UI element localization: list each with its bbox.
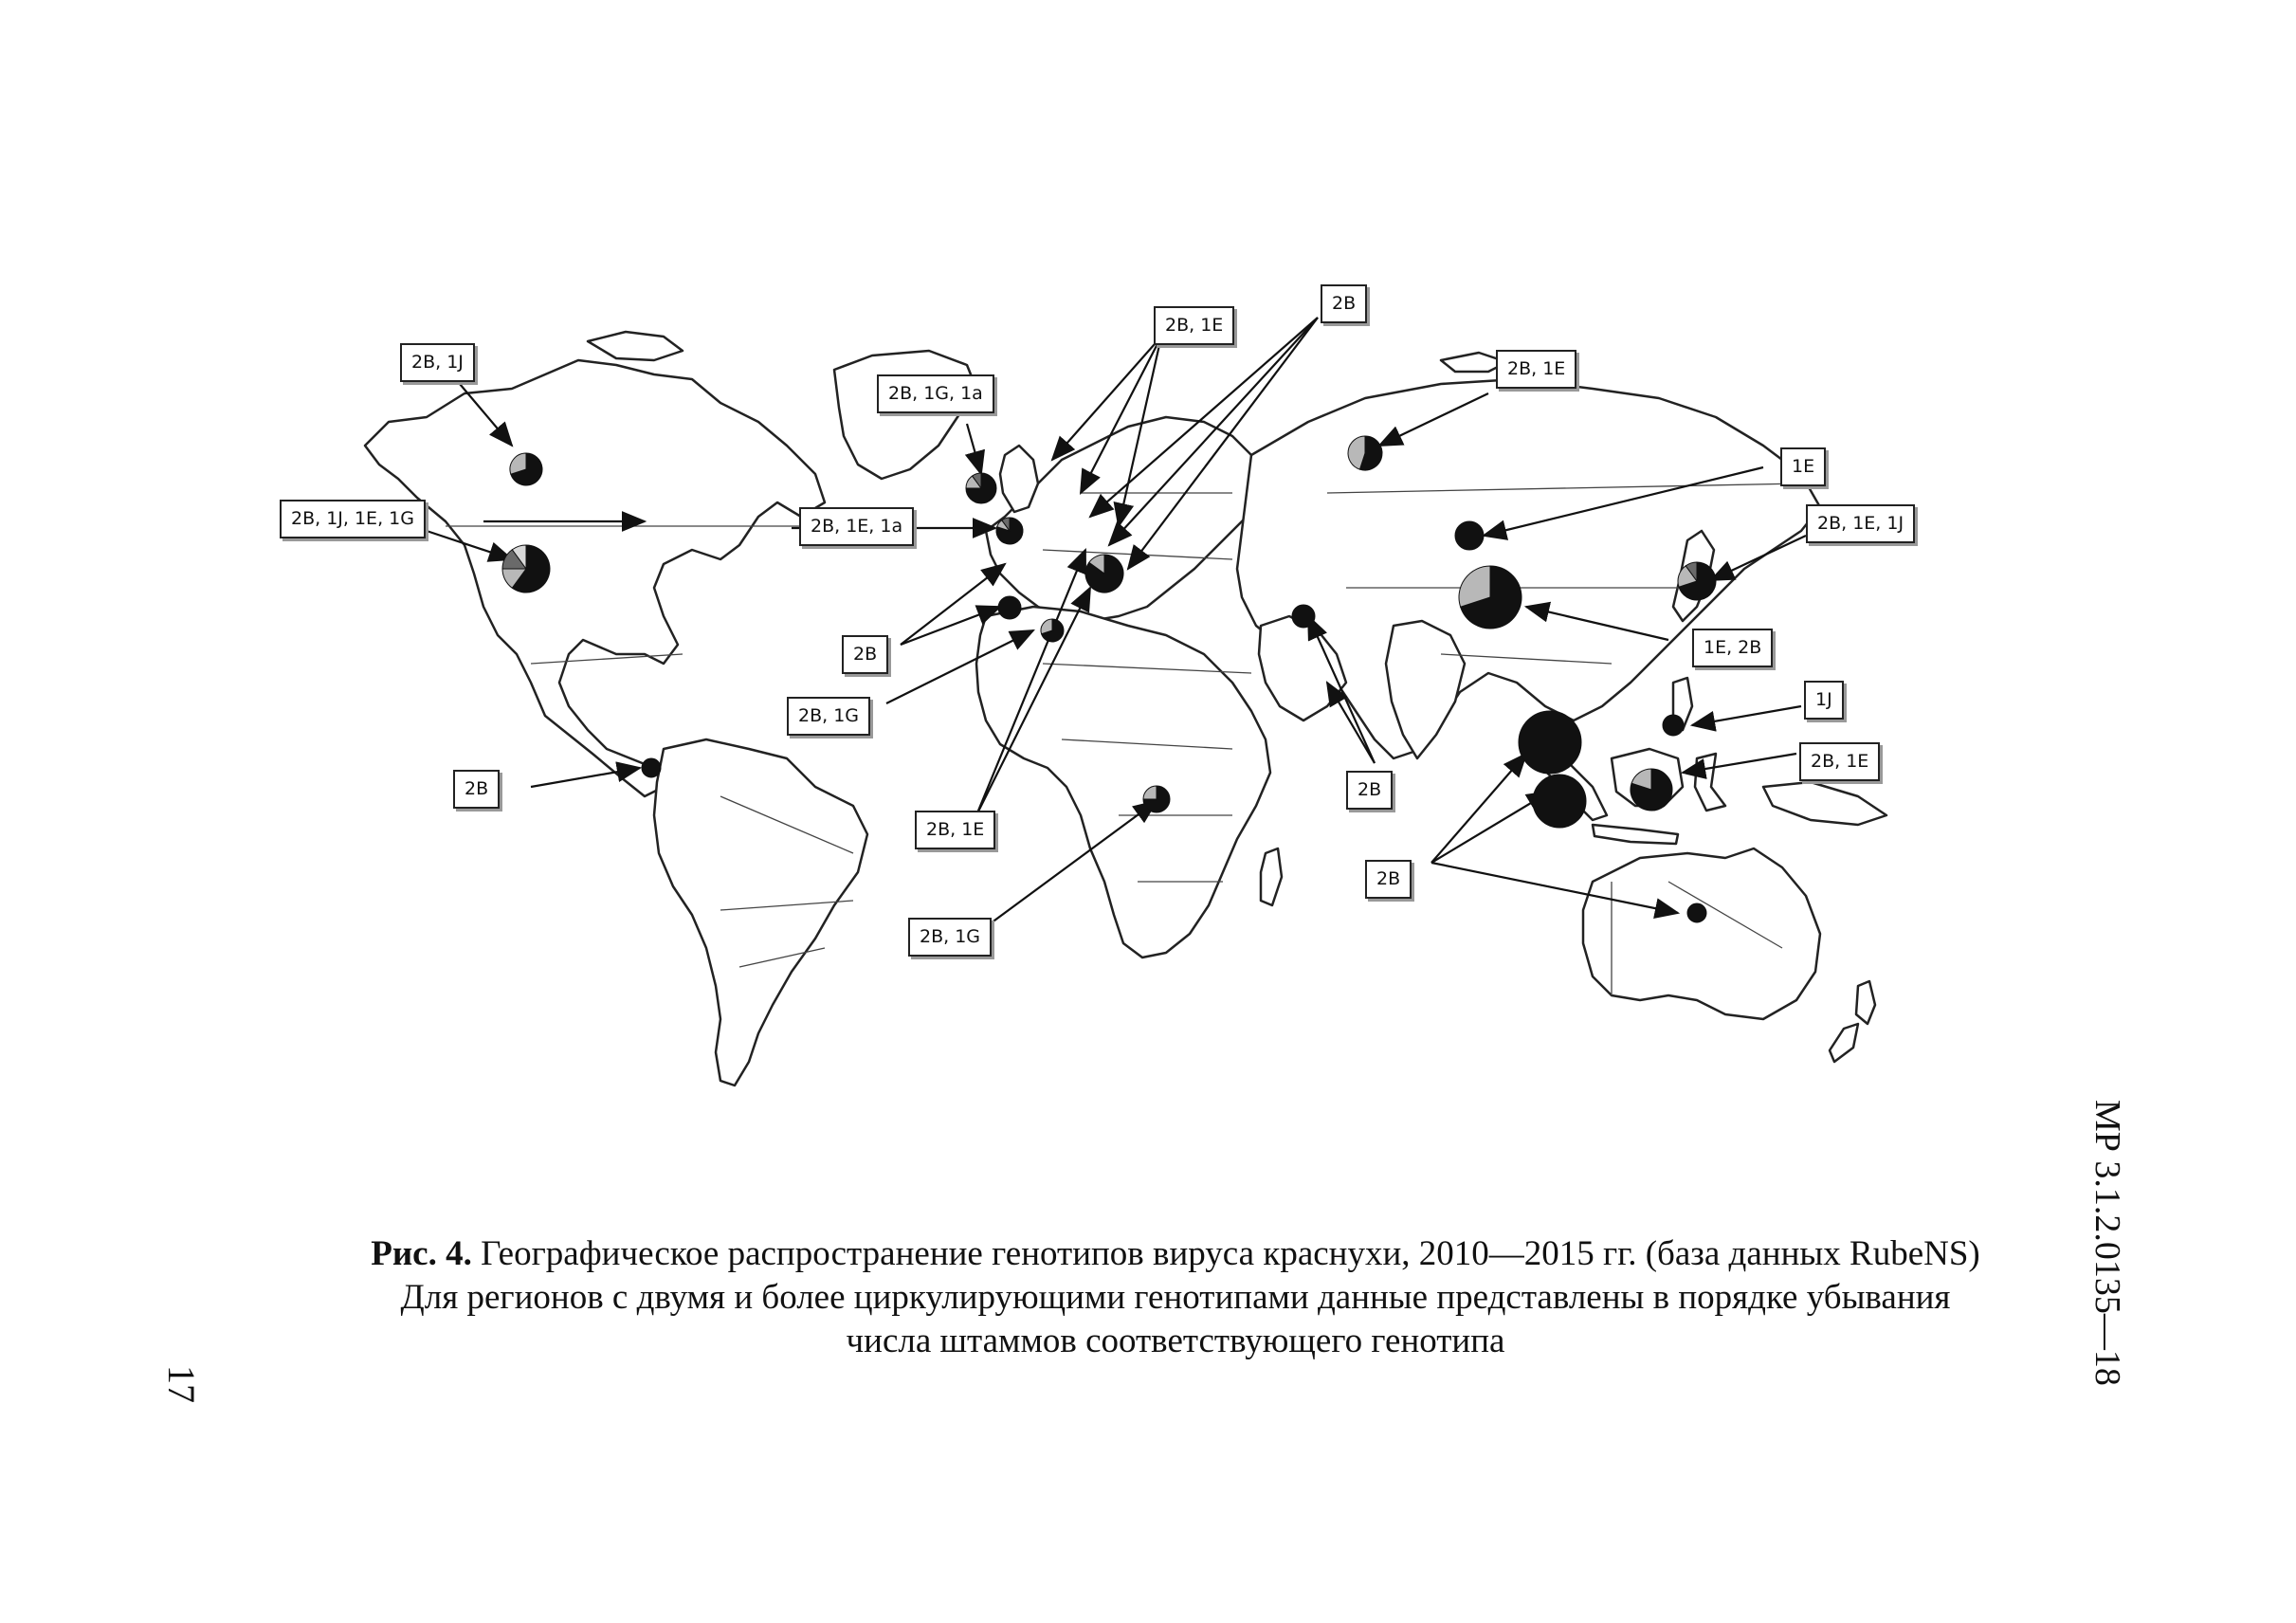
pie-india xyxy=(1292,605,1315,628)
label-morocco: 2B, 1G xyxy=(787,697,870,736)
pie-italy xyxy=(1085,555,1123,593)
label-uk: 2B, 1G, 1a xyxy=(877,374,994,413)
label-russia: 2B, 1E xyxy=(1496,350,1576,389)
label-europe-2b: 2B xyxy=(1321,284,1367,323)
pie-uk xyxy=(966,473,996,503)
label-seasia: 2B xyxy=(1365,860,1412,899)
caption-line-3: числа штаммов соответствующего генотипа xyxy=(846,1322,1505,1360)
label-canada: 2B, 1J xyxy=(400,343,475,382)
pie-canada xyxy=(510,453,542,485)
arrow-seasia-2 xyxy=(1431,792,1550,863)
africa xyxy=(976,607,1270,957)
pie-usa xyxy=(502,545,550,593)
label-europe-2b1e: 2B, 1E xyxy=(1154,306,1234,345)
document-code: МР 3.1.2.0135—18 xyxy=(2087,1100,2127,1386)
pie-slice-india-2b xyxy=(1292,605,1315,628)
label-colombia: 2B xyxy=(453,770,500,809)
south-america xyxy=(654,739,867,1085)
pie-slice-seasia-2b xyxy=(1533,775,1586,828)
caption-label: Рис. 4. xyxy=(371,1234,472,1273)
pie-spain xyxy=(998,596,1021,619)
pie-africa xyxy=(1143,786,1170,812)
pie-colombia xyxy=(642,758,661,777)
label-philippines: 1J xyxy=(1804,681,1844,720)
sulawesi xyxy=(1695,754,1725,811)
pie-russia xyxy=(1348,436,1382,470)
new-guinea xyxy=(1763,782,1886,825)
java xyxy=(1593,825,1678,844)
label-indonesia: 2B, 1E xyxy=(1799,742,1880,781)
label-spain: 2B xyxy=(842,635,888,674)
pie-slice-philippines-1j xyxy=(1663,715,1684,736)
pie-slice-australia-2b xyxy=(1687,903,1706,922)
new-zealand xyxy=(1856,981,1875,1024)
label-china: 1E, 2B xyxy=(1692,629,1773,667)
pie-china xyxy=(1459,566,1522,629)
page-number: 17 xyxy=(160,1365,203,1403)
caption-line-2: Для регионов с двумя и более циркулирующими генотипами данные представлены в порядке убывания xyxy=(400,1278,1951,1317)
pie-indonesia xyxy=(1631,769,1672,811)
pie-philippines xyxy=(1663,715,1684,736)
label-japan: 2B, 1E, 1J xyxy=(1806,504,1915,543)
pie-australia xyxy=(1687,903,1706,922)
pie-france xyxy=(996,518,1023,544)
caption-title: Географическое распространение генотипов вируса краснухи, 2010—2015 гг. (база данных RubeNS) xyxy=(481,1234,1980,1273)
pie-seasia xyxy=(1533,775,1586,828)
madagascar xyxy=(1261,848,1282,905)
australia xyxy=(1583,848,1820,1019)
label-france: 2B, 1E, 1a xyxy=(799,507,914,546)
arrow-philippines xyxy=(1692,706,1801,725)
pie-slice-colombia-2b xyxy=(642,758,661,777)
label-mongolia: 1E xyxy=(1780,447,1826,486)
label-india: 2B xyxy=(1346,771,1393,810)
pie-slice-mongolia-1e xyxy=(1455,521,1484,550)
pie-slice-spain-2b xyxy=(998,596,1021,619)
pie-mongolia xyxy=(1455,521,1484,550)
arrow-seasia-1 xyxy=(1431,754,1526,863)
pie-morocco xyxy=(1041,619,1064,642)
label-italy: 2B, 1E xyxy=(915,811,995,849)
pie-slice-vietnam-2b xyxy=(1519,711,1581,774)
figure-caption xyxy=(313,1232,2038,1363)
new-zealand-south xyxy=(1830,1024,1858,1062)
pie-vietnam xyxy=(1519,711,1581,774)
north-america xyxy=(365,360,825,796)
arctic-islands-na xyxy=(588,332,683,360)
label-africa: 2B, 1G xyxy=(908,918,992,957)
pie-japan xyxy=(1678,562,1716,600)
greenland xyxy=(834,351,976,479)
arrow-uk xyxy=(967,424,981,474)
label-usa: 2B, 1J, 1E, 1G xyxy=(280,500,426,538)
